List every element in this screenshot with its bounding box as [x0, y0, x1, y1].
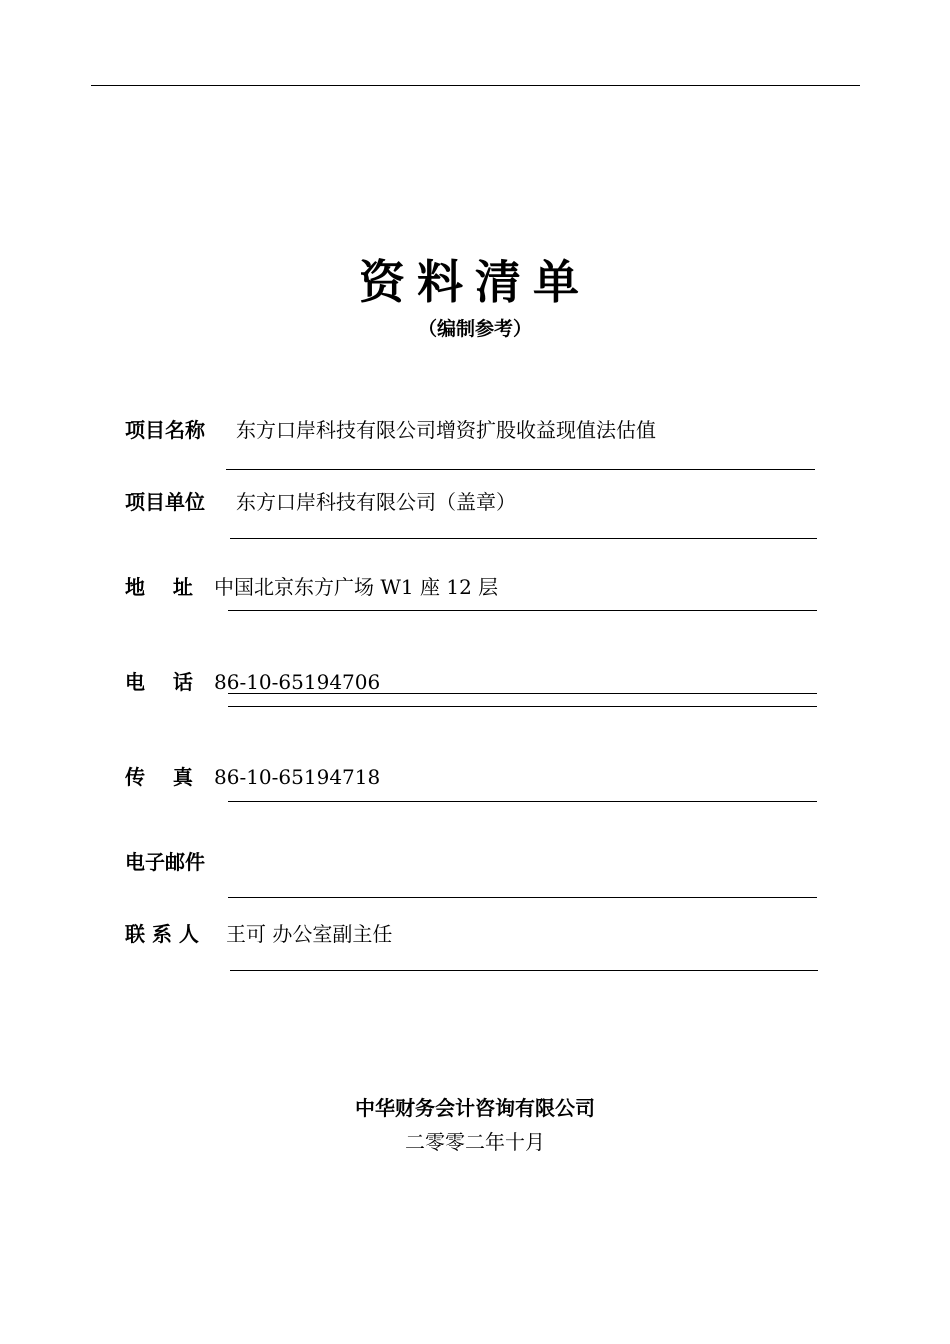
project-name-value: 东方口岸科技有限公司增资扩股收益现值法估值	[236, 418, 656, 442]
project-name-underline	[226, 469, 815, 470]
phone-value: 86-10-65194706	[214, 670, 381, 694]
project-name-label: 项目名称	[125, 418, 205, 442]
address-underline	[228, 610, 817, 611]
contact-underline	[230, 970, 818, 971]
email-underline	[228, 897, 817, 898]
document-title: 资料清单	[359, 255, 591, 309]
contact-value: 王可 办公室副主任	[226, 922, 393, 946]
address-value: 中国北京东方广场 W1 座 12 层	[214, 575, 499, 599]
header-rule	[91, 85, 860, 86]
document-date: 二零零二年十月	[405, 1130, 545, 1154]
project-unit-value: 东方口岸科技有限公司（盖章）	[236, 490, 516, 514]
organization-name: 中华财务会计咨询有限公司	[355, 1096, 595, 1120]
fax-label: 传 真	[125, 765, 193, 789]
fax-underline	[228, 801, 817, 802]
document-subtitle: （编制参考）	[417, 318, 532, 340]
phone-label: 电 话	[125, 670, 193, 694]
phone-underline	[228, 693, 817, 694]
fax-value: 86-10-65194718	[214, 765, 381, 789]
phone-underline-secondary	[228, 706, 817, 707]
project-unit-underline	[230, 538, 817, 539]
email-label: 电子邮件	[125, 850, 205, 874]
contact-label: 联 系 人	[125, 922, 199, 946]
address-label: 地 址	[125, 575, 193, 599]
project-unit-label: 项目单位	[125, 490, 205, 514]
